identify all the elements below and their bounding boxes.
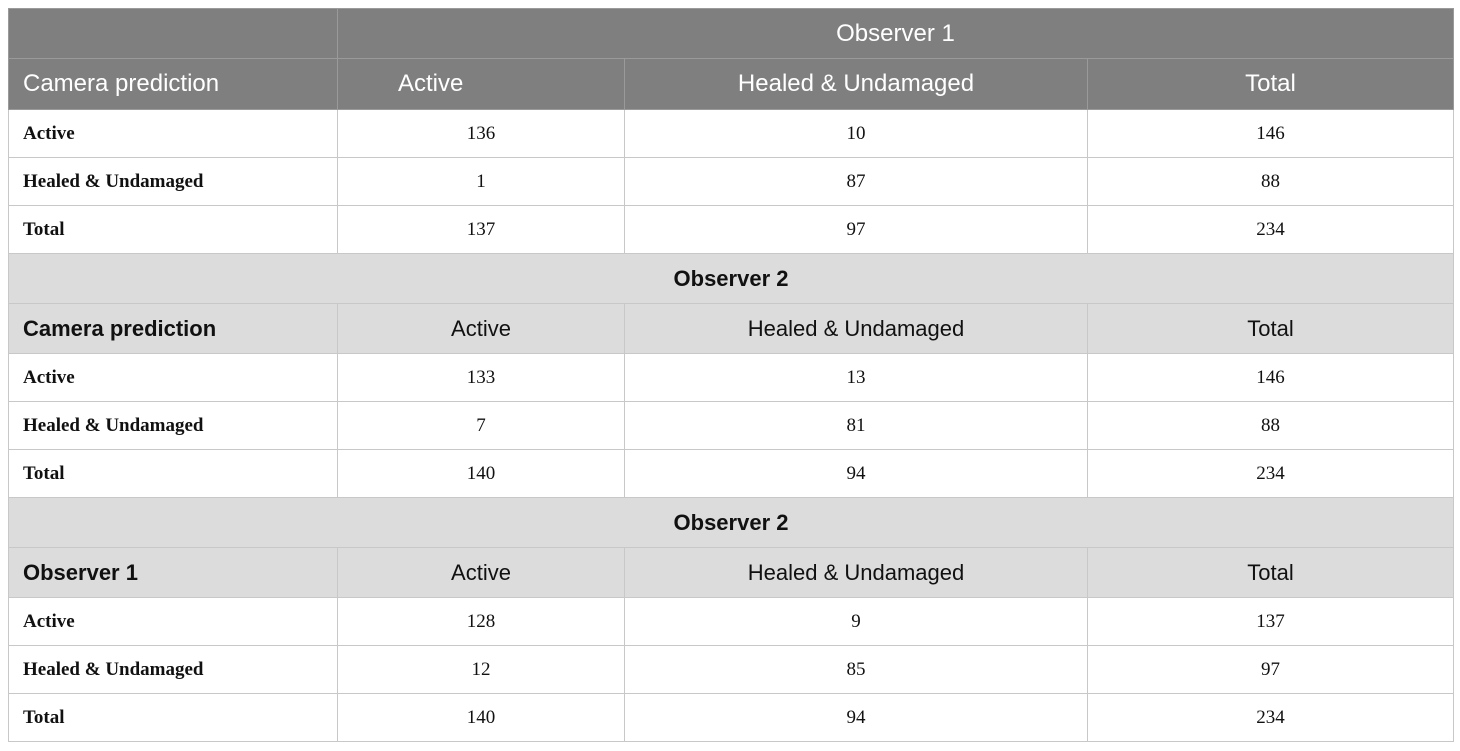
cell-value: 85 (625, 646, 1088, 694)
cell-value: 12 (338, 646, 625, 694)
cell-value: 136 (338, 110, 625, 158)
contingency-table (8, 8, 1454, 742)
table-row (9, 354, 1454, 402)
empty-corner-cell (9, 9, 338, 59)
cell-value: 88 (1088, 402, 1454, 450)
row-label: Total (9, 694, 338, 742)
row-label: Healed & Undamaged (9, 158, 338, 206)
section-3-top-header-row (9, 498, 1454, 548)
section-1-observer-header: Observer 1 (338, 9, 1454, 59)
row-label: Active (9, 110, 338, 158)
table-row (9, 694, 1454, 742)
cell-value: 7 (338, 402, 625, 450)
cell-value: 140 (338, 450, 625, 498)
section-2-top-header-row (9, 254, 1454, 304)
cell-value: 97 (625, 206, 1088, 254)
cell-value: 9 (625, 598, 1088, 646)
section-1-top-header-row (9, 9, 1454, 59)
cell-value: 234 (1088, 206, 1454, 254)
section-1-col-healed: Healed & Undamaged (625, 59, 1088, 110)
cell-value: 140 (338, 694, 625, 742)
cell-value: 10 (625, 110, 1088, 158)
table-row (9, 450, 1454, 498)
section-3-col-total: Total (1088, 548, 1454, 598)
cell-value: 133 (338, 354, 625, 402)
cell-value: 81 (625, 402, 1088, 450)
section-3-row-header: Observer 1 (9, 548, 338, 598)
section-3-column-header-row (9, 548, 1454, 598)
cell-value: 13 (625, 354, 1088, 402)
table-row (9, 110, 1454, 158)
row-label: Total (9, 450, 338, 498)
section-3-col-healed: Healed & Undamaged (625, 548, 1088, 598)
cell-value: 137 (1088, 598, 1454, 646)
cell-value: 88 (1088, 158, 1454, 206)
cell-value: 94 (625, 694, 1088, 742)
cell-value: 128 (338, 598, 625, 646)
section-1-col-total: Total (1088, 59, 1454, 110)
row-label: Healed & Undamaged (9, 646, 338, 694)
cell-value: 87 (625, 158, 1088, 206)
cell-value: 146 (1088, 354, 1454, 402)
cell-value: 137 (338, 206, 625, 254)
table-row (9, 402, 1454, 450)
section-3-col-active: Active (338, 548, 625, 598)
section-2-observer-header: Observer 2 (9, 254, 1454, 304)
row-label: Total (9, 206, 338, 254)
cell-value: 94 (625, 450, 1088, 498)
row-label: Healed & Undamaged (9, 402, 338, 450)
section-2-col-healed: Healed & Undamaged (625, 304, 1088, 354)
section-1-row-header: Camera prediction (9, 59, 338, 110)
section-3-observer-header: Observer 2 (9, 498, 1454, 548)
section-2-col-active: Active (338, 304, 625, 354)
section-1-column-header-row (9, 59, 1454, 110)
cell-value: 1 (338, 158, 625, 206)
table-row (9, 598, 1454, 646)
section-2-row-header: Camera prediction (9, 304, 338, 354)
table-row (9, 646, 1454, 694)
table-row (9, 206, 1454, 254)
row-label: Active (9, 354, 338, 402)
row-label: Active (9, 598, 338, 646)
cell-value: 97 (1088, 646, 1454, 694)
table-row (9, 158, 1454, 206)
cell-value: 146 (1088, 110, 1454, 158)
section-2-column-header-row (9, 304, 1454, 354)
section-1-col-active: Active (338, 59, 625, 110)
cell-value: 234 (1088, 694, 1454, 742)
section-2-col-total: Total (1088, 304, 1454, 354)
cell-value: 234 (1088, 450, 1454, 498)
